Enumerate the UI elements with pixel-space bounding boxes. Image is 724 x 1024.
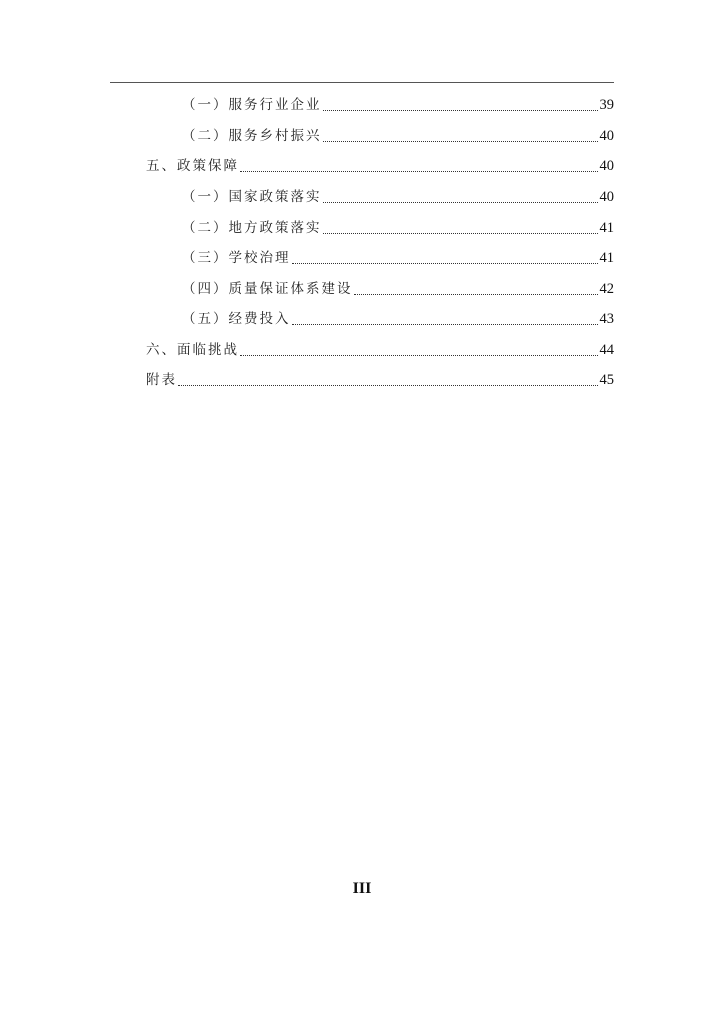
toc-entry-title: （一）国家政策落实 (182, 189, 322, 205)
toc-entry-page: 45 (599, 372, 614, 388)
toc-entry-page: 42 (599, 281, 614, 297)
toc-entry-page: 39 (599, 97, 614, 113)
header-rule (110, 82, 614, 83)
toc-entry-title: 六、面临挑战 (146, 342, 239, 358)
toc-entry[interactable] (146, 151, 614, 181)
toc-dot-leader (292, 304, 598, 334)
toc-entry-page: 40 (599, 158, 614, 174)
toc-entry-title: 五、政策保障 (146, 158, 239, 174)
toc-entry-title: （三）学校治理 (182, 250, 291, 266)
toc-entry[interactable] (182, 182, 614, 212)
toc-dot-leader (292, 243, 598, 273)
toc-entry-title: （二）服务乡村振兴 (182, 128, 322, 144)
toc-entry[interactable] (182, 121, 614, 151)
toc-entry-title: （一）服务行业企业 (182, 97, 322, 113)
toc-entry[interactable] (146, 365, 614, 395)
toc-entry[interactable] (182, 90, 614, 120)
toc-entry[interactable] (182, 243, 614, 273)
toc-dot-leader (323, 121, 598, 151)
toc-dot-leader (323, 213, 598, 243)
toc-entry[interactable] (182, 213, 614, 243)
toc-entry-page: 41 (599, 220, 614, 236)
toc-dot-leader (178, 365, 598, 395)
toc-dot-leader (354, 274, 598, 304)
toc-entry[interactable] (182, 274, 614, 304)
toc-dot-leader (240, 335, 598, 365)
toc-dot-leader (323, 90, 598, 120)
toc-dot-leader (240, 151, 598, 181)
toc-entry[interactable] (146, 335, 614, 365)
toc-entry-page: 43 (599, 311, 614, 327)
toc-entry-title: （五）经费投入 (182, 311, 291, 327)
toc-entry-page: 40 (599, 189, 614, 205)
toc-entry-page: 44 (599, 342, 614, 358)
toc-entry[interactable] (182, 304, 614, 334)
toc-dot-leader (323, 182, 598, 212)
toc-entry-title: （二）地方政策落实 (182, 220, 322, 236)
toc-entry-page: 40 (599, 128, 614, 144)
toc-entry-title: （四）质量保证体系建设 (182, 281, 353, 297)
toc-entry-title: 附表 (146, 372, 177, 388)
page-number: III (352, 880, 372, 897)
toc-entry-page: 41 (599, 250, 614, 266)
